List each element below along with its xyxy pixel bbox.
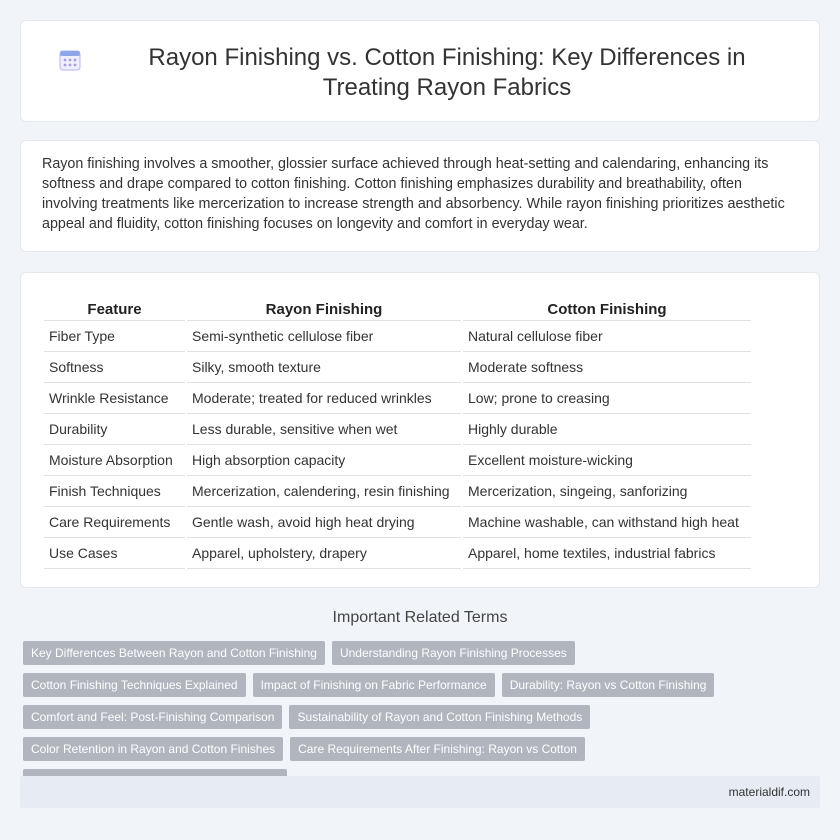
rayon-cell: Less durable, sensitive when wet: [187, 414, 461, 445]
rayon-cell: Semi-synthetic cellulose fiber: [187, 321, 461, 352]
related-term-tag[interactable]: Color Retention in Rayon and Cotton Finishes: [23, 737, 283, 761]
related-terms-list: [23, 641, 803, 793]
related-term-tag[interactable]: Durability: Rayon vs Cotton Finishing: [502, 673, 715, 697]
table-row: [44, 352, 751, 383]
cotton-cell: Machine washable, can withstand high heat: [463, 507, 751, 538]
table-row: [44, 414, 751, 445]
related-term-tag[interactable]: Sustainability of Rayon and Cotton Finishing Methods: [289, 705, 590, 729]
cotton-cell: Moderate softness: [463, 352, 751, 383]
table-header-row: [44, 295, 751, 321]
cotton-cell: Mercerization, singeing, sanforizing: [463, 476, 751, 507]
table-row: [44, 538, 751, 569]
cotton-cell: Natural cellulose fiber: [463, 321, 751, 352]
rayon-cell: Silky, smooth texture: [187, 352, 461, 383]
rayon-cell: Mercerization, calendering, resin finishing: [187, 476, 461, 507]
cotton-cell: Excellent moisture-wicking: [463, 445, 751, 476]
related-term-tag[interactable]: Understanding Rayon Finishing Processes: [332, 641, 575, 665]
intro-paragraph: Rayon finishing involves a smoother, glossier surface achieved through heat-setting and calendaring, enhancing its softness and drape compared to cotton finishing. Cotton finishing emphasizes durability and breathability, often involving treatments like mercerization to increase strength and absorbency. While rayon finishing prioritizes aesthetic appeal and fluidity, cotton finishing focuses on longevity and comfort in everyday wear.: [42, 156, 785, 232]
rayon-cell: Gentle wash, avoid high heat drying: [187, 507, 461, 538]
feature-cell: Care Requirements: [44, 507, 185, 538]
header-rayon-finishing: Rayon Finishing: [187, 295, 461, 321]
feature-cell: Softness: [44, 352, 185, 383]
header-feature: Feature: [44, 295, 185, 321]
rayon-cell: High absorption capacity: [187, 445, 461, 476]
cotton-cell: Apparel, home textiles, industrial fabrics: [463, 538, 751, 569]
feature-cell: Fiber Type: [44, 321, 185, 352]
rayon-cell: Moderate; treated for reduced wrinkles: [187, 383, 461, 414]
feature-cell: Finish Techniques: [44, 476, 185, 507]
title-card: [20, 20, 820, 122]
related-term-tag[interactable]: Cotton Finishing Techniques Explained: [23, 673, 246, 697]
cotton-cell: Highly durable: [463, 414, 751, 445]
header-cotton-finishing: Cotton Finishing: [463, 295, 751, 321]
page-title: Rayon Finishing vs. Cotton Finishing: Key Differences in Treating Rayon Fabrics: [148, 44, 746, 101]
related-term-tag[interactable]: Comfort and Feel: Post-Finishing Comparison: [23, 705, 282, 729]
table-row: [44, 383, 751, 414]
related-terms-heading: Important Related Terms: [332, 609, 508, 626]
cotton-cell: Low; prone to creasing: [463, 383, 751, 414]
table-row: [44, 445, 751, 476]
feature-cell: Use Cases: [44, 538, 185, 569]
footer-site-name[interactable]: materialdif.com: [728, 785, 810, 799]
comparison-table: [42, 295, 753, 569]
related-term-tag[interactable]: Key Differences Between Rayon and Cotton Finishing: [23, 641, 325, 665]
feature-cell: Durability: [44, 414, 185, 445]
related-term-tag[interactable]: Impact of Finishing on Fabric Performance: [253, 673, 495, 697]
related-term-tag[interactable]: Care Requirements After Finishing: Rayon vs Cotton: [290, 737, 585, 761]
rayon-cell: Apparel, upholstery, drapery: [187, 538, 461, 569]
footer-bar: [20, 776, 820, 808]
table-row: [44, 476, 751, 507]
feature-cell: Moisture Absorption: [44, 445, 185, 476]
comparison-card: [20, 272, 820, 588]
table-row: [44, 321, 751, 352]
table-row: [44, 507, 751, 538]
feature-cell: Wrinkle Resistance: [44, 383, 185, 414]
intro-card: [20, 140, 820, 252]
